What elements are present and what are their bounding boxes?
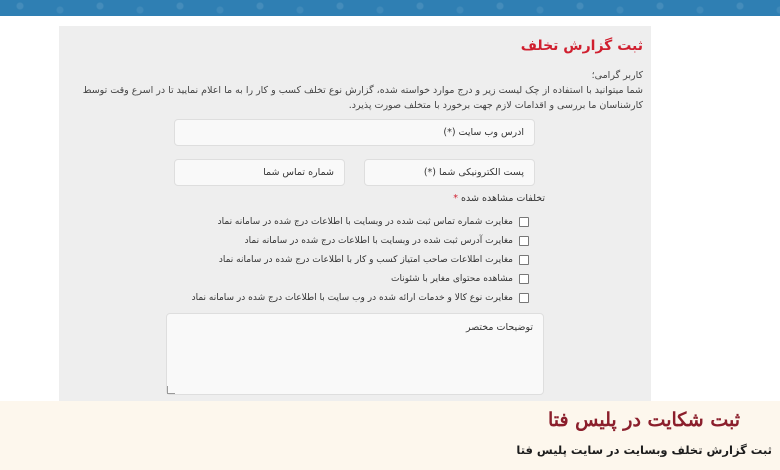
form-title: ثبت گزارش تخلف xyxy=(520,38,643,54)
intro-text: شما میتوانید با استفاده از چک لیست زیر و درج موارد خواسته شده، گزارش نوع تخلف کسب و کار را به ما اعلام نمایید تا در اسرع وقت توسط کارشناسان ما بررسی و اقدامات لازم جهت برخورد با متخلف صورت پذیرد. xyxy=(82,85,643,111)
phone-input[interactable] xyxy=(174,159,345,186)
checklist-item-label: مغایرت شماره تماس ثبت شده در وبسایت با اطلاعات درج شده در سامانه نماد xyxy=(217,216,513,227)
greeting-text: کاربر گرامی؛ xyxy=(591,70,643,81)
checklist-item-label: مشاهده محتوای مغایر با شئونات xyxy=(390,273,513,284)
email-input[interactable] xyxy=(364,159,535,186)
checkbox[interactable] xyxy=(519,293,529,303)
checkbox[interactable] xyxy=(519,255,529,265)
caption-banner xyxy=(0,401,780,470)
violations-label xyxy=(453,193,545,204)
checklist-item-owner-mismatch[interactable] xyxy=(192,250,529,269)
report-form-panel xyxy=(59,26,651,416)
website-url-input[interactable] xyxy=(174,119,535,146)
banner-subtitle: ثبت گزارش تخلف وبسایت در سایت پلیس فتا xyxy=(516,443,772,457)
checklist-item-inappropriate-content[interactable] xyxy=(192,269,529,288)
checklist-item-phone-mismatch[interactable] xyxy=(192,212,529,231)
banner-title: ثبت شکایت در پلیس فتا xyxy=(547,409,740,431)
checkbox[interactable] xyxy=(519,236,529,246)
checklist-item-label: مغایرت نوع کالا و خدمات ارائه شده در وب سایت با اطلاعات درج شده در سامانه نماد xyxy=(191,292,513,303)
checklist-item-label: مغایرت آدرس ثبت شده در وبسایت با اطلاعات درج شده در سامانه نماد xyxy=(244,235,513,246)
description-textarea[interactable] xyxy=(166,313,544,395)
violations-checklist xyxy=(192,212,529,307)
site-header-bar xyxy=(0,0,780,16)
violations-label-text: تخلفات مشاهده شده xyxy=(461,193,545,204)
checkbox[interactable] xyxy=(519,217,529,227)
checklist-item-goods-mismatch[interactable] xyxy=(192,288,529,307)
checkbox[interactable] xyxy=(519,274,529,284)
resize-grip-icon[interactable] xyxy=(167,386,175,394)
checklist-item-address-mismatch[interactable] xyxy=(192,231,529,250)
required-mark: * xyxy=(453,193,458,204)
checklist-item-label: مغایرت اطلاعات صاحب امتیاز کسب و کار با اطلاعات درج شده در سامانه نماد xyxy=(218,254,513,265)
